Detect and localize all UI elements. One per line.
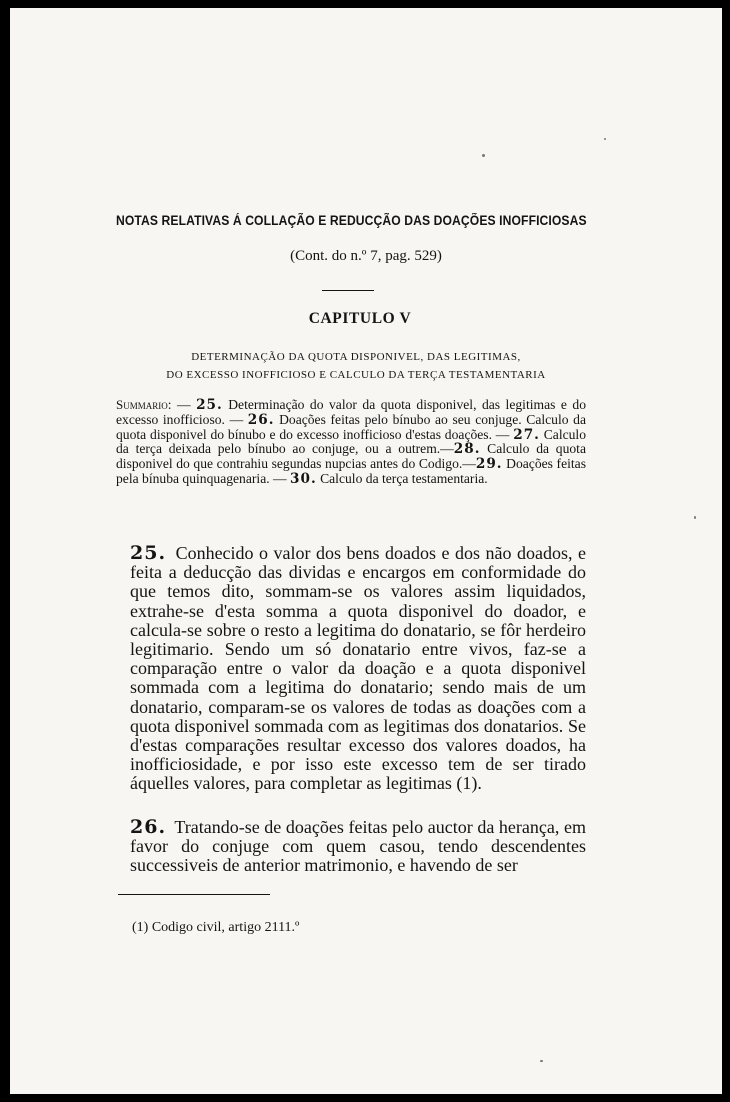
paragraph-text: Tratando-se de doações feitas pelo auctor da herança, em favor do conjuge com quem casou, tendo descendentes successiveis de anterior matrimonio, e havendo de ser xyxy=(130,817,586,876)
paper-speck xyxy=(694,516,696,519)
article-title: NOTAS RELATIVAS Á COLLAÇÃO E REDUCÇÃO DAS DOAÇÕES INOFFICIOSAS xyxy=(116,213,587,228)
summary-item-26: Doações feitas pelo bínubo ao seu conjuge. Calculo da quota disponivel do bínubo e do excesso inofficioso d'estas doações. — xyxy=(116,411,586,442)
paragraph-25 xyxy=(130,544,586,794)
paper-speck xyxy=(604,138,606,140)
summary-number-30: 30. xyxy=(290,470,317,487)
summary-item-25: Determinação do valor da quota disponivel, das legitimas e do excesso inofficioso. — xyxy=(116,397,586,427)
chapter-summary xyxy=(116,398,586,487)
chapter-heading: CAPITULO V xyxy=(308,310,412,327)
summary-item-28: Calculo da quota disponivel do que contrahiu segundas nupcias antes do Codigo.— xyxy=(116,441,586,472)
footnote-divider xyxy=(118,894,270,895)
paragraph-number: 26. xyxy=(130,816,167,838)
summary-intro: : — xyxy=(167,397,197,412)
summary-number-26: 26. xyxy=(247,411,275,428)
summary-number-29: 29. xyxy=(475,456,503,473)
paragraph-text: Conhecido o valor dos bens doados e dos não doados, e feita a deducção das dividas e encargos em conformidade do que temos dito, sommam-se os valores assim liquidados, extrahe-se d'esta somma a quota disponivel do doador, e calcula-se sobre o resto a legitima do donatario, se fôr herdeiro legitimario. Sendo um só donatario entre vivos, faz-se a comparação entre o valor da doação e a quota disponivel sommada com a legitima do donatario; sendo mais de um donatario, comparam-se os valores de todas as doações com a quota disponivel sommada com as legitimas dos donatarios. Se d'estas comparações resultar excesso dos valores doados, ha inofficiosidade, e por isso este excesso tem de ser tirado áquelles valores, para completar as legitimas (1). xyxy=(130,543,586,794)
chapter-subtitle-line-1: DETERMINAÇÃO DA QUOTA DISPONIVEL, DAS LEGITIMAS, xyxy=(191,351,521,363)
summary-label: Summario xyxy=(116,397,168,412)
paper-speck xyxy=(540,1060,543,1062)
document-page xyxy=(10,8,722,1094)
paragraph-number: 25. xyxy=(130,542,167,564)
summary-item-29: Doações feitas pela bínuba quinquagenaria. — xyxy=(116,456,586,486)
chapter-subtitle-line-2: DO EXCESSO INOFFICIOSO E CALCULO DA TERÇA TESTAMENTARIA xyxy=(166,369,546,381)
summary-number-25: 25. xyxy=(196,397,223,413)
summary-number-28: 28. xyxy=(453,441,481,458)
footnote: (1) Codigo civil, artigo 2111.º xyxy=(132,920,300,935)
summary-item-30: Calculo da terça testamentaria. xyxy=(316,470,488,486)
title-divider xyxy=(322,290,374,291)
paper-speck xyxy=(482,154,485,157)
continuation-note: (Cont. do n.º 7, pag. 529) xyxy=(290,248,442,264)
paragraph-26 xyxy=(130,818,586,876)
summary-item-27: Calculo da terça deixada pelo bínubo ao conjuge, ou a outrem.— xyxy=(116,426,586,457)
summary-number-27: 27. xyxy=(513,426,540,443)
chapter-subtitle xyxy=(106,348,606,384)
